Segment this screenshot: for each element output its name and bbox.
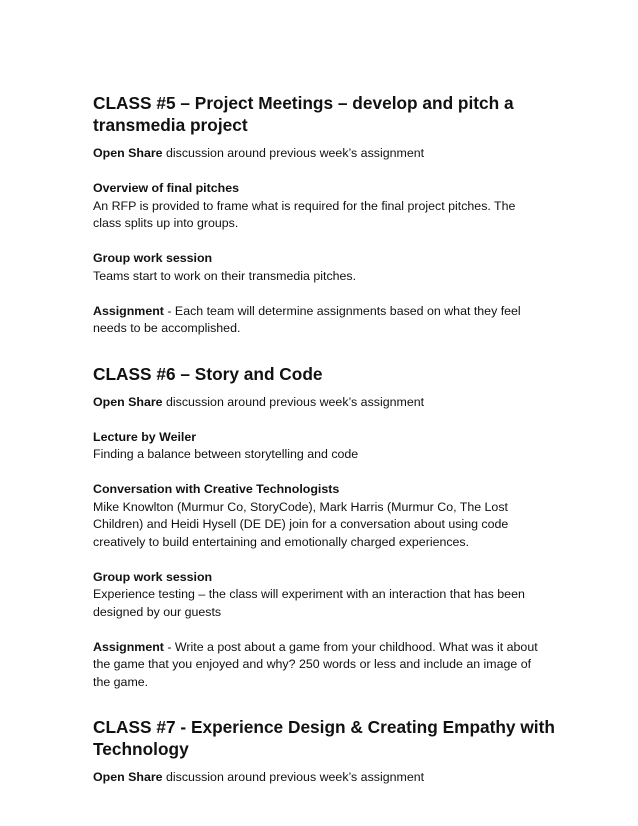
class-5-block [93,92,563,338]
title-line: CLASS #6 – Story and Code [93,363,323,384]
title-line: CLASS #7 - Experience Design & Creating Empathy with [93,717,555,737]
class-5-title [93,92,563,136]
open-share-paragraph [93,145,563,163]
section-line: the game. [93,674,149,689]
section-line: needs to be accomplished. [93,321,241,335]
section-line: Finding a balance between storytelling and code [93,447,359,461]
document-page [93,92,563,787]
assignment-text: - Write a post about a game from your childhood. What was it about [163,639,538,654]
section-heading: Group work session [93,569,213,584]
open-share-paragraph [93,394,563,412]
section-heading: Overview of final pitches [93,181,239,195]
class-6-title [93,363,563,385]
section-line: Mike Knowlton (Murmur Co, StoryCode), Mark Harris (Murmur Co, The Lost [93,499,508,514]
title-line: CLASS #5 – Project Meetings – develop and pitch a [93,93,514,113]
class-6-block [93,363,563,692]
section-line: creatively to build entertaining and emotionally charged experiences. [93,534,470,549]
class-7-block [93,716,563,787]
open-share-label: Open Share [93,394,163,409]
lecture-section [93,429,563,464]
assignment-label: Assignment [93,639,164,654]
assignment-section [93,639,563,692]
section-heading: Conversation with Creative Technologists [93,482,340,496]
section-line: class splits up into groups. [93,216,239,230]
title-line: Technology [93,739,189,759]
assignment-section [93,303,563,338]
open-share-label: Open Share [93,770,163,784]
section-line: Teams start to work on their transmedia pitches. [93,268,357,283]
section-line: Children) and Heidi Hysell (DE DE) join for a conversation about using code [93,517,509,531]
section-heading: Group work session [93,251,213,265]
section-line: An RFP is provided to frame what is required for the final project pitches. The [93,198,516,213]
group-work-section [93,569,563,622]
open-share-paragraph [93,769,563,787]
group-work-section [93,250,563,285]
title-line: transmedia project [93,115,248,135]
assignment-text: - Each team will determine assignments based on what they feel [163,303,521,318]
open-share-label: Open Share [93,146,163,160]
class-7-title [93,716,563,760]
open-share-text: discussion around previous week’s assignment [162,770,425,784]
section-line: designed by our guests [93,604,222,619]
section-line: Experience testing – the class will experiment with an interaction that has been [93,587,525,601]
open-share-text: discussion around previous week’s assignment [162,394,425,409]
overview-section [93,180,563,233]
section-heading: Lecture by Weiler [93,429,197,444]
section-line: the game that you enjoyed and why? 250 words or less and include an image of [93,657,532,671]
assignment-label: Assignment [93,303,164,318]
conversation-section [93,481,563,551]
open-share-text: discussion around previous week’s assignment [162,146,425,160]
